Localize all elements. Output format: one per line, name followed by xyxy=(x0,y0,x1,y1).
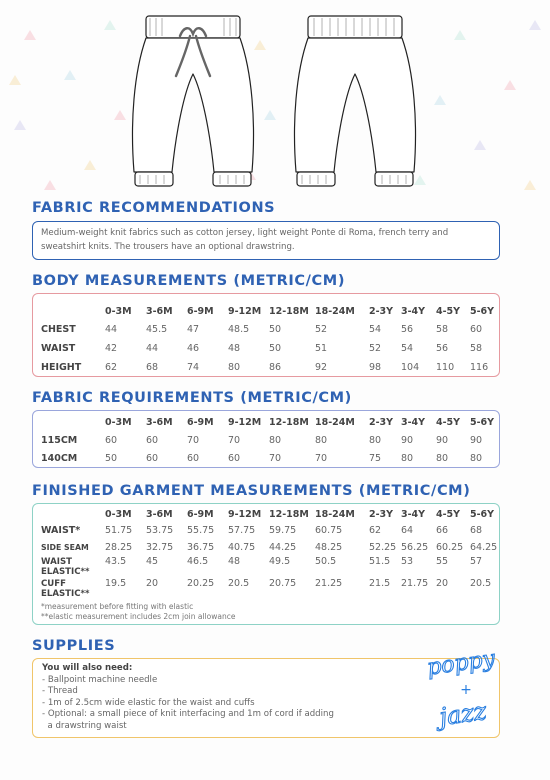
trousers-front-flat xyxy=(128,12,258,194)
cell: 60 xyxy=(105,434,118,446)
row-label: 140CM xyxy=(41,452,78,464)
cell: 68 xyxy=(470,525,483,536)
cell: 45.5 xyxy=(146,324,168,335)
cell: 40.75 xyxy=(228,542,256,553)
size-header: 5-6Y xyxy=(470,305,495,317)
cell: 80 xyxy=(269,434,282,446)
size-header: 3-6M xyxy=(146,417,173,428)
cell: 52 xyxy=(369,343,382,354)
cell: 52.25 xyxy=(369,542,397,553)
cell: 57.75 xyxy=(228,525,256,536)
cell: 36.75 xyxy=(187,542,215,553)
table-row xyxy=(41,449,498,467)
cell: 74 xyxy=(187,362,200,373)
size-header: 3-4Y xyxy=(401,417,426,428)
table-row xyxy=(41,539,498,556)
table-row xyxy=(41,320,498,339)
cell: 42 xyxy=(105,343,118,354)
cell: 70 xyxy=(315,452,328,464)
body-measurements-table xyxy=(41,302,498,377)
cell: 56 xyxy=(401,324,414,335)
size-header: 2-3Y xyxy=(369,508,394,520)
cell: 58 xyxy=(436,324,449,335)
supplies-heading: SUPPLIES xyxy=(32,638,116,654)
body-measurements-heading: BODY MEASUREMENTS (METRIC/CM) xyxy=(32,273,346,289)
cell: 80 xyxy=(369,434,382,446)
cell: 53.75 xyxy=(146,525,174,536)
size-header: 6-9M xyxy=(187,508,214,520)
cell: 20.75 xyxy=(269,578,297,589)
size-header: 12-18M xyxy=(269,417,309,428)
row-label: SIDE SEAM xyxy=(41,543,89,552)
cell: 70 xyxy=(187,434,200,446)
cell: 54 xyxy=(401,343,414,354)
cell: 48 xyxy=(228,556,241,567)
cell: 56.25 xyxy=(401,542,429,553)
cell: 55.75 xyxy=(187,525,215,536)
cell: 44 xyxy=(105,324,118,335)
cell: 54 xyxy=(369,324,382,335)
fabric-requirements-table xyxy=(41,414,498,467)
row-label: WAIST* xyxy=(41,525,81,536)
cell: 70 xyxy=(228,434,241,446)
cell: 116 xyxy=(470,362,489,373)
cell: 98 xyxy=(369,362,382,373)
finished-garment-table xyxy=(41,506,498,600)
cell: 58 xyxy=(470,343,483,354)
cell: 21.25 xyxy=(315,578,343,589)
row-label: WAIST ELASTIC** xyxy=(41,557,90,577)
size-header: 0-3M xyxy=(105,305,132,317)
row-label: CHEST xyxy=(41,324,76,335)
size-header: 4-5Y xyxy=(436,508,461,520)
cell: 56 xyxy=(436,343,449,354)
size-header: 18-24M xyxy=(315,508,355,520)
supplies-item: - Optional: a small piece of knit interfacing and 1m of cord if adding xyxy=(42,709,334,719)
size-header: 2-3Y xyxy=(369,417,394,428)
finished-garment-heading: FINISHED GARMENT MEASUREMENTS (METRIC/CM) xyxy=(32,483,471,499)
poppy-jazz-logo xyxy=(412,642,512,742)
cell: 60 xyxy=(228,452,241,464)
cell: 20 xyxy=(146,578,159,589)
cell: 44 xyxy=(146,343,159,354)
cell: 104 xyxy=(401,362,420,373)
cell: 48.5 xyxy=(228,324,250,335)
body-measurements-box xyxy=(32,293,500,377)
cell: 20.25 xyxy=(187,578,215,589)
size-header: 18-24M xyxy=(315,417,355,428)
row-label: 115CM xyxy=(41,434,78,446)
table-header-row xyxy=(41,302,498,320)
row-label: CUFF ELASTIC** xyxy=(41,579,90,599)
size-header: 9-12M xyxy=(228,305,262,317)
cell: 55 xyxy=(436,556,449,567)
size-header: 5-6Y xyxy=(470,508,495,520)
cell: 57 xyxy=(470,556,483,567)
supplies-item: a drawstring waist xyxy=(42,720,127,731)
size-header: 0-3M xyxy=(105,508,132,520)
cell: 66 xyxy=(436,525,449,536)
cell: 44.25 xyxy=(269,542,297,553)
cell: 49.5 xyxy=(269,556,291,567)
cell: 64.25 xyxy=(470,542,498,553)
fabric-recommendations-heading: FABRIC RECOMMENDATIONS xyxy=(32,200,276,216)
cell: 80 xyxy=(470,452,483,464)
cell: 51 xyxy=(315,343,328,354)
supplies-item: - 1m of 2.5cm wide elastic for the waist and cuffs xyxy=(42,697,255,708)
cell: 51.5 xyxy=(369,556,391,567)
cell: 80 xyxy=(436,452,449,464)
size-header: 9-12M xyxy=(228,508,262,520)
cell: 53 xyxy=(401,556,414,567)
size-header: 12-18M xyxy=(269,305,309,317)
size-header: 12-18M xyxy=(269,508,309,520)
cell: 90 xyxy=(401,434,414,446)
table-row xyxy=(41,431,498,449)
size-header: 5-6Y xyxy=(470,417,495,428)
cell: 92 xyxy=(315,362,328,373)
cell: 60.25 xyxy=(436,542,464,553)
footnote-join-allowance: **elastic measurement includes 2cm join allowance xyxy=(41,612,236,621)
cell: 60 xyxy=(146,452,159,464)
cell: 60 xyxy=(470,324,483,335)
cell: 20.5 xyxy=(228,578,250,589)
cell: 75 xyxy=(369,452,382,464)
cell: 47 xyxy=(187,324,200,335)
table-header-row xyxy=(41,506,498,522)
cell: 21.75 xyxy=(401,578,429,589)
cell: 51.75 xyxy=(105,525,133,536)
supplies-item: - Thread xyxy=(42,686,78,696)
fabric-recommendations-text: Medium-weight knit fabrics such as cotton jersey, light weight Ponte di Roma, french terry and sweatshirt knits. The trousers have an optional drawstring. xyxy=(41,228,449,252)
cell: 64 xyxy=(401,525,414,536)
size-header: 2-3Y xyxy=(369,305,394,317)
fabric-recommendations-box xyxy=(32,221,500,260)
cell: 46.5 xyxy=(187,556,209,567)
cell: 50 xyxy=(269,343,282,354)
size-header: 4-5Y xyxy=(436,305,461,317)
trousers-back-flat xyxy=(290,12,420,194)
cell: 86 xyxy=(269,362,282,373)
table-row xyxy=(41,358,498,377)
fabric-requirements-heading: FABRIC REQUIREMENTS (METRIC/CM) xyxy=(32,390,352,406)
cell: 80 xyxy=(228,362,241,373)
size-header: 0-3M xyxy=(105,417,132,428)
cell: 45 xyxy=(146,556,159,567)
cell: 90 xyxy=(436,434,449,446)
footnote-elastic-fitting: *measurement before fitting with elastic xyxy=(41,602,194,611)
cell: 20 xyxy=(436,578,449,589)
size-header: 6-9M xyxy=(187,305,214,317)
cell: 52 xyxy=(315,324,328,335)
cell: 62 xyxy=(369,525,382,536)
cell: 43.5 xyxy=(105,556,127,567)
cell: 21.5 xyxy=(369,578,391,589)
cell: 59.75 xyxy=(269,525,297,536)
table-row xyxy=(41,522,498,539)
size-header: 6-9M xyxy=(187,417,214,428)
cell: 50 xyxy=(105,452,118,464)
cell: 110 xyxy=(436,362,455,373)
cell: 60 xyxy=(146,434,159,446)
confetti-background xyxy=(0,0,550,200)
cell: 28.25 xyxy=(105,542,133,553)
size-header: 3-4Y xyxy=(401,508,426,520)
logo-plus: + xyxy=(460,682,472,698)
table-header-row xyxy=(41,414,498,431)
cell: 62 xyxy=(105,362,118,373)
cell: 19.5 xyxy=(105,578,127,589)
cell: 20.5 xyxy=(470,578,492,589)
table-row xyxy=(41,556,498,578)
cell: 46 xyxy=(187,343,200,354)
logo-line2: jazz xyxy=(437,696,489,732)
cell: 68 xyxy=(146,362,159,373)
logo-line1: poppy xyxy=(425,646,497,681)
size-header: 3-6M xyxy=(146,508,173,520)
cell: 90 xyxy=(470,434,483,446)
cell: 60 xyxy=(187,452,200,464)
size-header: 3-4Y xyxy=(401,305,426,317)
row-label: HEIGHT xyxy=(41,362,82,373)
size-header: 18-24M xyxy=(315,305,355,317)
size-header: 9-12M xyxy=(228,417,262,428)
supplies-item: - Ballpoint machine needle xyxy=(42,674,158,685)
cell: 48 xyxy=(228,343,241,354)
cell: 60.75 xyxy=(315,525,343,536)
cell: 80 xyxy=(315,434,328,446)
cell: 32.75 xyxy=(146,542,174,553)
supplies-title: You will also need: xyxy=(42,663,133,673)
table-row xyxy=(41,578,498,600)
table-row xyxy=(41,339,498,358)
fabric-requirements-box xyxy=(32,410,500,468)
cell: 80 xyxy=(401,452,414,464)
row-label: WAIST xyxy=(41,343,76,354)
finished-garment-box xyxy=(32,503,500,625)
cell: 48.25 xyxy=(315,542,343,553)
size-header: 4-5Y xyxy=(436,417,461,428)
cell: 70 xyxy=(269,452,282,464)
cell: 50 xyxy=(269,324,282,335)
size-header: 3-6M xyxy=(146,305,173,317)
cell: 50.5 xyxy=(315,556,337,567)
